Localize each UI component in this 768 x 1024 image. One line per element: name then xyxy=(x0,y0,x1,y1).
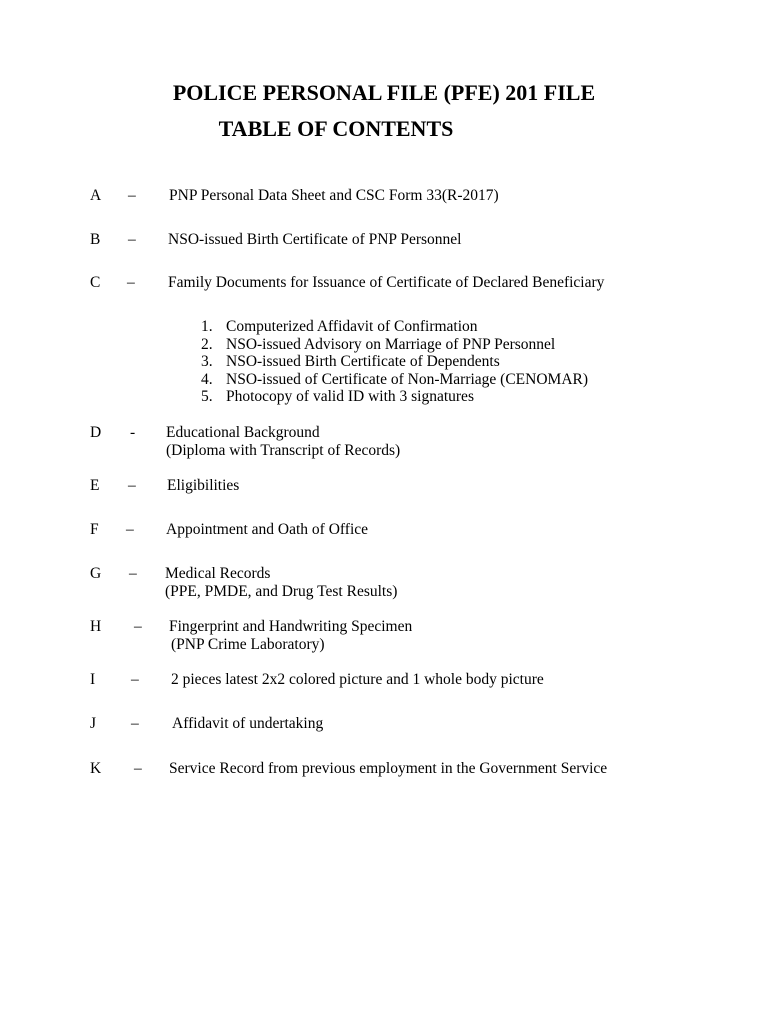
entry-text: Service Record from previous employment in the Government Service xyxy=(169,760,608,777)
entry-text: Medical Records xyxy=(165,565,271,582)
entry-subtext: (PPE, PMDE, and Drug Test Results) xyxy=(165,583,398,600)
entry-letter: K xyxy=(90,760,102,777)
entry-dash: – xyxy=(131,671,139,688)
list-item-text: NSO-issued of Certificate of Non-Marriage (CENOMAR) xyxy=(226,370,589,388)
entry-letter: H xyxy=(90,618,102,635)
list-item xyxy=(201,353,588,371)
entry-dash: – xyxy=(134,760,142,777)
entry-dash: – xyxy=(131,715,139,732)
list-item-text: NSO-issued Advisory on Marriage of PNP Personnel xyxy=(226,335,556,353)
list-item-text: Computerized Affidavit of Confirmation xyxy=(226,318,478,335)
entry-text: Fingerprint and Handwriting Specimen xyxy=(169,618,413,635)
list-item-number: 1. xyxy=(201,318,213,335)
entry-dash: – xyxy=(128,477,136,494)
entry-letter: E xyxy=(90,477,100,494)
entry-dash: – xyxy=(129,565,137,582)
entry-text: NSO-issued Birth Certificate of PNP Personnel xyxy=(168,231,462,248)
entry-dash: – xyxy=(126,521,134,538)
list-item-number: 4. xyxy=(201,370,213,388)
list-item-number: 5. xyxy=(201,388,213,406)
entry-text: 2 pieces latest 2x2 colored picture and 1 whole body picture xyxy=(171,671,544,688)
entry-text: Family Documents for Issuance of Certificate of Declared Beneficiary xyxy=(168,274,605,291)
entry-dash: – xyxy=(134,618,142,635)
entry-letter: B xyxy=(90,231,101,248)
entry-dash: – xyxy=(127,274,135,291)
entry-letter: A xyxy=(90,187,102,204)
entry-subtext: (Diploma with Transcript of Records) xyxy=(166,442,401,459)
entry-text: Appointment and Oath of Office xyxy=(166,521,369,538)
entry-text: Affidavit of undertaking xyxy=(172,715,324,732)
document-title: POLICE PERSONAL FILE (PFE) 201 FILE xyxy=(172,80,596,105)
entry-text: Eligibilities xyxy=(167,477,240,494)
list-item-text: Photocopy of valid ID with 3 signatures xyxy=(226,388,474,406)
list-item xyxy=(201,388,588,406)
family-documents-list xyxy=(201,318,588,406)
entry-dash: – xyxy=(128,187,136,204)
entry-subtext: (PNP Crime Laboratory) xyxy=(171,636,325,653)
entry-letter: I xyxy=(90,671,96,688)
list-item xyxy=(201,371,588,389)
entry-dash: – xyxy=(128,231,136,248)
document-subtitle: TABLE OF CONTENTS xyxy=(218,116,454,141)
list-item xyxy=(201,336,588,354)
entry-letter: G xyxy=(90,565,102,582)
list-item-text: NSO-issued Birth Certificate of Dependents xyxy=(226,353,500,371)
list-item-number: 2. xyxy=(201,335,213,353)
entry-letter: C xyxy=(90,274,101,291)
list-item-number: 3. xyxy=(201,353,213,371)
entry-letter: F xyxy=(90,521,99,538)
entry-letter: D xyxy=(90,424,102,441)
list-item xyxy=(201,318,588,336)
entry-dash: - xyxy=(130,424,136,441)
entry-text: Educational Background xyxy=(166,424,320,441)
entry-letter: J xyxy=(90,715,97,732)
entry-text: PNP Personal Data Sheet and CSC Form 33(R-2017) xyxy=(169,187,499,204)
